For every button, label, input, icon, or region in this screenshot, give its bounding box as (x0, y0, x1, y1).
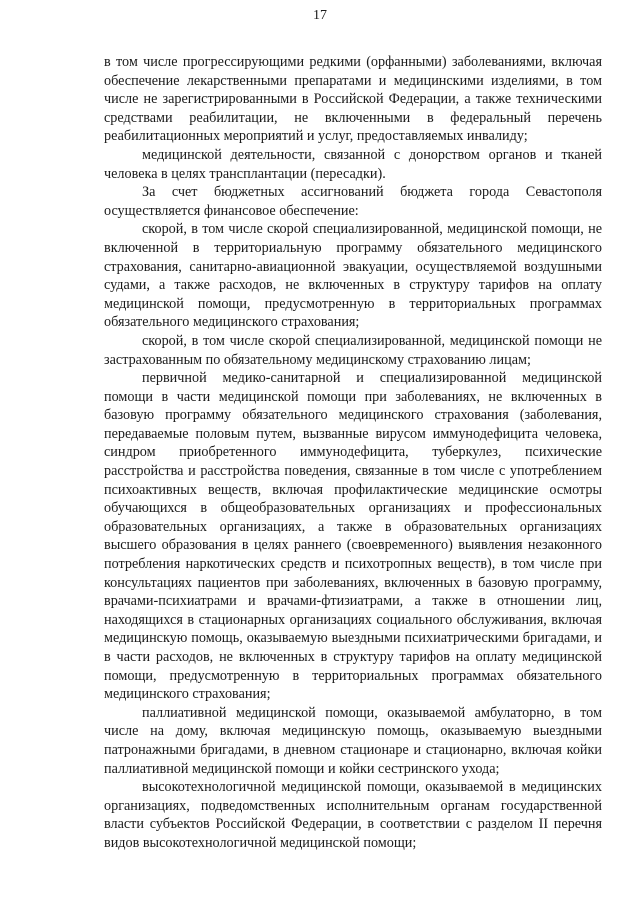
paragraph-emergency-care: скорой, в том числе скорой специализированной, медицинской помощи, не включенной в территориальную программу обязательного медицинского страхования, санитарно-авиационной эвакуации, осуществляемой воздушными судами, а также расходов, не включенных в структуру тарифов на оплату медицинской помощи, предусмотренную в территориальных программах обязательного медицинского страхования; (104, 221, 602, 331)
paragraph-donorship: медицинской деятельности, связанной с донорством органов и тканей человека в целях трансплантации (пересадки). (104, 146, 602, 182)
paragraph-primary-care: первичной медико-санитарной и специализированной медицинской помощи в части медицинской помощи при заболеваниях, не включенных в базовую программу обязательного медицинского страхования (заболевания, передаваемые половым путем, вызванные вирусом иммунодефицита человека, синдром приобретенного иммунодефицита, туберкулез, психические расстройства и расстройства поведения, связанные в том числе с употреблением психоактивных веществ, включая профилактические медицинские осмотры обучающихся в общеобразовательных организациях и профессиональных образовательных организациях, а также в образовательных организациях высшего образования в целях раннего (своевременного) выявления незаконного потребления наркотических средств и психотропных веществ), в том числе при консультациях пациентов при заболеваниях, включенных в базовую программу, врачами-психиатрами и врачами-фтизиатрами, а также в отношении лиц, находящихся в стационарных организациях социального обслуживания, включая медицинскую помощь, оказываемую выездными психиатрическими бригадами, и в части расходов, не включенных в структуру тарифов на оплату медицинской помощи, предусмотренную в территориальных программах обязательного медицинского страхования; (104, 370, 602, 703)
paragraph-orphan-diseases: в том числе прогрессирующими редкими (орфанными) заболеваниями, включая обеспечение лекарственными препаратами и медицинскими изделиями, в том числе не зарегистрированными в Российской Федерации, а также техническими средствами реабилитации, не включенными в федеральный перечень реабилитационных мероприятий и услуг, предоставляемых инвалиду; (104, 54, 602, 145)
paragraph-palliative-care: паллиативной медицинской помощи, оказываемой амбулаторно, в том числе на дому, включая медицинскую помощь, оказываемую выездными патронажными бригадами, в дневном стационаре и стационарно, включая койки паллиативной медицинской помощи и койки сестринского ухода; (104, 704, 602, 777)
paragraph-high-tech-care: высокотехнологичной медицинской помощи, оказываемой в медицинских организациях, подведомственных исполнительным органам государственной власти субъектов Российской Федерации, в соответствии с разделом II перечня видов высокотехнологичной медицинской помощи; (104, 779, 602, 851)
document-body (104, 53, 602, 853)
paragraph-budget-intro: За счет бюджетных ассигнований бюджета города Севастополя осуществляется финансовое обеспечение: (104, 184, 602, 219)
page-number: 17 (313, 8, 327, 23)
paragraph-emergency-uninsured: скорой, в том числе скорой специализированной, медицинской помощи не застрахованным по обязательному медицинскому страхованию лицам; (104, 332, 602, 368)
